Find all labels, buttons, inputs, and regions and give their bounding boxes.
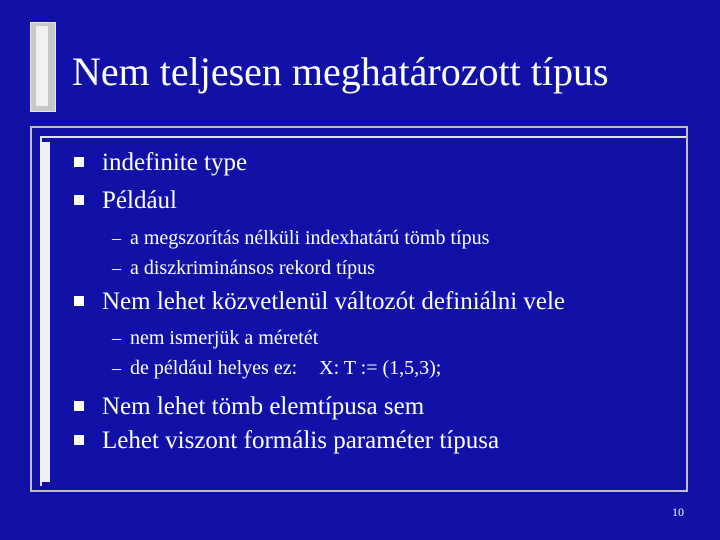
square-bullet-icon [74,157,84,167]
slide-title: Nem teljesen meghatározott típus [72,49,609,94]
sub-bullet-item: a diszkriminánsos rekord típus [130,257,375,279]
bullet-item: Például [102,187,177,214]
square-bullet-icon [74,401,84,411]
dash-bullet-icon: – [112,258,121,278]
sub-bullet-item: nem ismerjük a méretét [130,327,319,349]
page-number: 10 [672,505,684,519]
square-bullet-icon [74,435,84,445]
dash-bullet-icon: – [112,328,121,348]
bullet-item: Nem lehet tömb elemtípusa sem [102,393,425,420]
dash-bullet-icon: – [112,358,121,378]
sub-bullet-text: de például helyes ez: [130,357,298,379]
body-accent-bar [40,142,50,482]
sub-bullet-item: a megszorítás nélküli indexhatárú tömb típus [130,227,490,249]
sub-bullet-item [130,358,441,378]
bullet-item: Lehet viszont formális paraméter típusa [102,427,500,454]
title-accent-bar-inner [36,26,48,106]
code-example: X: T := (1,5,3); [319,357,442,379]
bullet-item: Nem lehet közvetlenül változót definiálni vele [102,288,566,315]
dash-bullet-icon: – [112,228,121,248]
bullet-item: indefinite type [102,149,248,176]
square-bullet-icon [74,195,84,205]
square-bullet-icon [74,296,84,306]
